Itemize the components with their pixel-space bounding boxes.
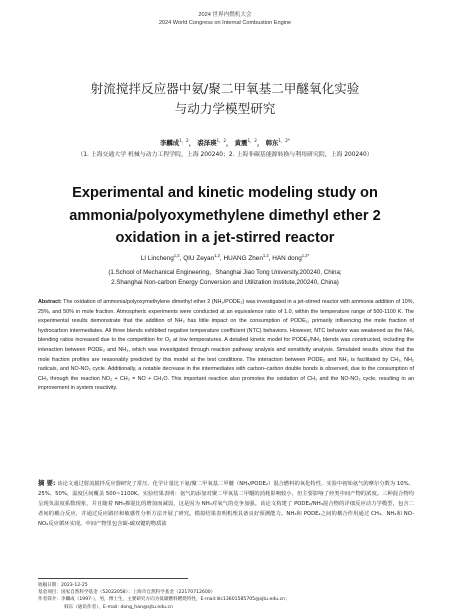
english-affiliation-line-1: (1.School of Mechanical Engineering，Shanghai Jiao Tong University,200240, China; [108,269,342,276]
abstract-text: The oxidation of ammonia/polyoxymethylene dimethyl ether 2 (NH₃/PODE₂) was investigated in a jet-stirred reactor with ammonia addition of 10%, 25%, and 50% in mole fraction. Atmospheric experiments were conducted at an equivalence ratio of 1.0, within the temperature range of 500-1100 K. The experimental results demonstrate that the addition of NH₃ has little impact on the consumption of PODE₂, primarily influencing the mole fraction of hydrocarbon intermediates. All three blends exhibited negative temperature coefficient (NTC) behaviors. However, NTC behavior was weakened as the NH₃ blending ratios increased due to the competition for O₂ at low temperatures. A detailed kinetic model for PODE₂/NH₃ blends was constructed, including the interaction between PODE₂ and NH₃, which was investigated through reaction pathway analysis and sensitivity analysis. Simulated results show that the mole fraction profiles are reasonably predicted by this model at the test conditions. The interaction between PODE₂ and NH₃ is facilitated by CH₃, NH₂ radicals, and NO-NO₂ cycle. Additionally, a notable decrease in the intermediates with carbon–carbon double bonds is observed, due to the consumption of CH₃ through the reaction NO₂ + CH₃ = NO + CH₃O. This important reaction also promotes the oxidation of CH₃ and the NO-NO₂ cycle, resulting in an improvement in system reactivity. [38,299,414,392]
en-author: HAN dong$^{1,2*}$ [272,253,310,263]
cn-abstract-text: 该论文通过射流搅拌反应器研究了常压、化学计量比下氨/聚二甲氧基二甲醚（NH₃/PODE₂）混合燃料的氧化特性，实验中初始氨气的摩尔分数为 10%、25%、50%，温度区间覆盖 500~1100K。实验结果表明：氨气的添加对聚二甲氧基二甲醚的消耗影响较小，但主要影响了烃类中间产物的浓度。三种混合物均呈现负温度系数现象，并且随着 NH₃掺混比的增加而减弱，这是因为 NH₃对氧气的竞争加强。该论文构建了 PODE₂/NH₃混合物的详细反应动力学模型，包含二者间的耦合反应，并通过反应路径和敏感性分析方法开展了研究。模拟结果表明机理具备良好预测能力。NH₃和 PODE₂之间的耦合作用通过 CH₃、NH₂和 NO-NO₂反应循环实现。中间产物里包含碳-碳双键的物质浓 [38,481,414,527]
chinese-title-line-1: 射流搅拌反应器中氨/聚二甲氧基二甲醚氧化实验 [90,81,360,96]
footnote-corresponding: 韩东（通讯作者），E-mail: dong_han@sjtu.edu.cn [64,604,173,610]
abstract-label: Abstract: [38,299,62,305]
cn-author: 裘泽瑛$^{1,2}$ [197,138,227,148]
cn-author: 韩东$^{1,2*}$ [265,138,290,148]
en-author: QIU Zeyan$^{1,2}$ [183,253,220,263]
english-title-line-1: Experimental and kinetic modeling study on [72,185,378,201]
footnote-received: 收稿日期：2023-12-25 [38,583,88,588]
chinese-abstract [38,478,414,529]
english-title-line-3: oxidation in a jet-stirred reactor [115,230,335,246]
chinese-title [0,79,450,119]
running-header [0,11,450,27]
header-line-en: 2024 World Congress on Internal Combustion Engine [158,20,292,26]
chinese-affiliation: （1. 上海交通大学 机械与动力工程学院，上海 200240；2. 上海非碳基能源转换与利用研究院，上海 200240） [77,152,373,158]
english-title-line-2: ammonia/polyoxymethylene dimethyl ether 2 [69,207,381,224]
english-affiliation [0,268,450,287]
footnote-author-info: 作者简介：李麟成（1997-），男，博士生，主要研究方向为低碳燃料燃烧特性，E-mail:lilc13601585705@sjtu.edu.cn； [38,597,290,603]
chinese-title-line-2: 与动力学模型研究 [174,101,276,116]
cn-abstract-label: 摘 要: [38,479,56,487]
footnote-divider [38,578,188,579]
english-abstract [38,298,414,394]
cn-author: 黄震$^{1,2}$ [234,138,257,148]
chinese-authors: 李麟成$^{1,2}$， 裘泽瑛$^{1,2}$， 黄震$^{1,2}$， 韩东$^{1,2*}$ [160,138,290,148]
footnotes [38,582,418,611]
footnote-funding: 基金项目：国家自然科学基金（52022058）；上海市自然科学基金（22170712600） [38,590,216,596]
en-author: HUANG Zhen$^{1,2}$ [223,253,269,263]
cn-author: 李麟成$^{1,2}$ [160,138,189,148]
header-line-cn: 2024 世界内燃机大会 [198,12,252,18]
english-authors: LI Lincheng$^{1,2}$, QIU Zeyan$^{1,2}$, HUANG Zhen$^{1,2}$, HAN dong$^{1,2*}$ [140,253,310,263]
en-author: LI Lincheng$^{1,2}$ [140,253,180,263]
english-title [0,182,450,250]
english-affiliation-line-2: 2.Shanghai Non-carbon Energy Conversion and Utilization Institute,200240, China) [111,278,339,286]
